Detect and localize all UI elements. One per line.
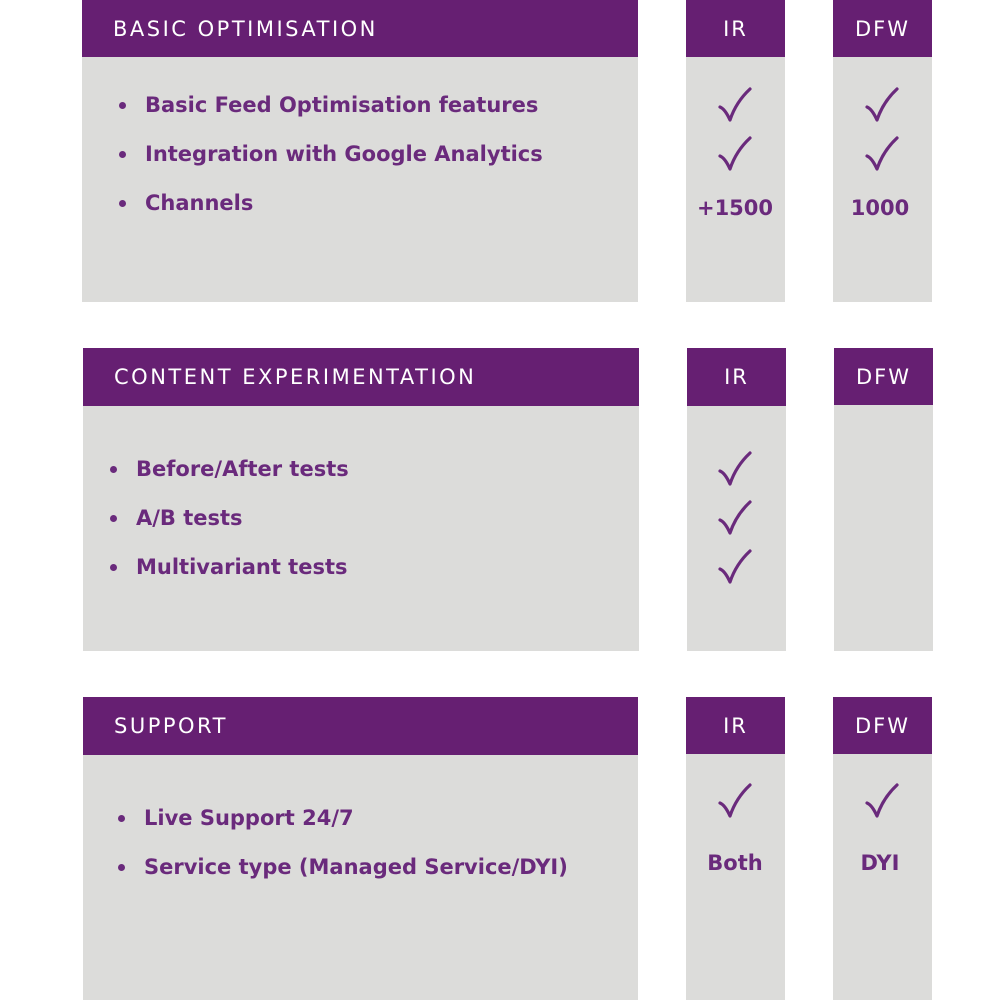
list-item: Multivariant tests	[110, 552, 349, 601]
checkmark-icon	[705, 447, 765, 491]
column-header-ir: IR	[686, 0, 785, 57]
ir-channels-value: +1500	[696, 196, 774, 220]
dfw-channels-value: 1000	[850, 196, 910, 220]
column-header-dfw: DFW	[834, 348, 933, 405]
checkmark-glyph	[717, 782, 753, 820]
list-item: Channels	[119, 188, 543, 237]
column-header-dfw: DFW	[833, 697, 932, 754]
checkmark-glyph	[717, 135, 753, 173]
list-item: Service type (Managed Service/DYI)	[118, 852, 568, 901]
checkmark-icon	[705, 132, 765, 176]
column-header-dfw: DFW	[833, 0, 932, 57]
checkmark-icon	[852, 83, 912, 127]
feature-list	[110, 454, 349, 601]
checkmark-glyph	[864, 135, 900, 173]
list-item: A/B tests	[110, 503, 349, 552]
checkmark-glyph	[864, 86, 900, 124]
checkmark-icon	[705, 545, 765, 589]
column-header-ir: IR	[687, 348, 786, 406]
ir-service-type-value: Both	[707, 851, 763, 875]
section-title: SUPPORT	[83, 697, 638, 755]
checkmark-glyph	[717, 450, 753, 488]
dfw-panel	[834, 405, 933, 651]
checkmark-glyph	[717, 86, 753, 124]
dfw-service-type-value: DYI	[860, 851, 900, 875]
checkmark-glyph	[864, 782, 900, 820]
feature-list	[119, 90, 543, 237]
list-item: Before/After tests	[110, 454, 349, 503]
checkmark-icon	[705, 496, 765, 540]
checkmark-icon	[852, 132, 912, 176]
section-title: CONTENT EXPERIMENTATION	[83, 348, 639, 406]
section-title: BASIC OPTIMISATION	[82, 0, 638, 57]
list-item: Live Support 24/7	[118, 803, 568, 852]
list-item: Integration with Google Analytics	[119, 139, 543, 188]
feature-list	[118, 803, 568, 901]
column-header-ir: IR	[686, 697, 785, 754]
checkmark-icon	[852, 779, 912, 823]
checkmark-icon	[705, 83, 765, 127]
checkmark-glyph	[717, 548, 753, 586]
checkmark-glyph	[717, 499, 753, 537]
list-item: Basic Feed Optimisation features	[119, 90, 543, 139]
checkmark-icon	[705, 779, 765, 823]
